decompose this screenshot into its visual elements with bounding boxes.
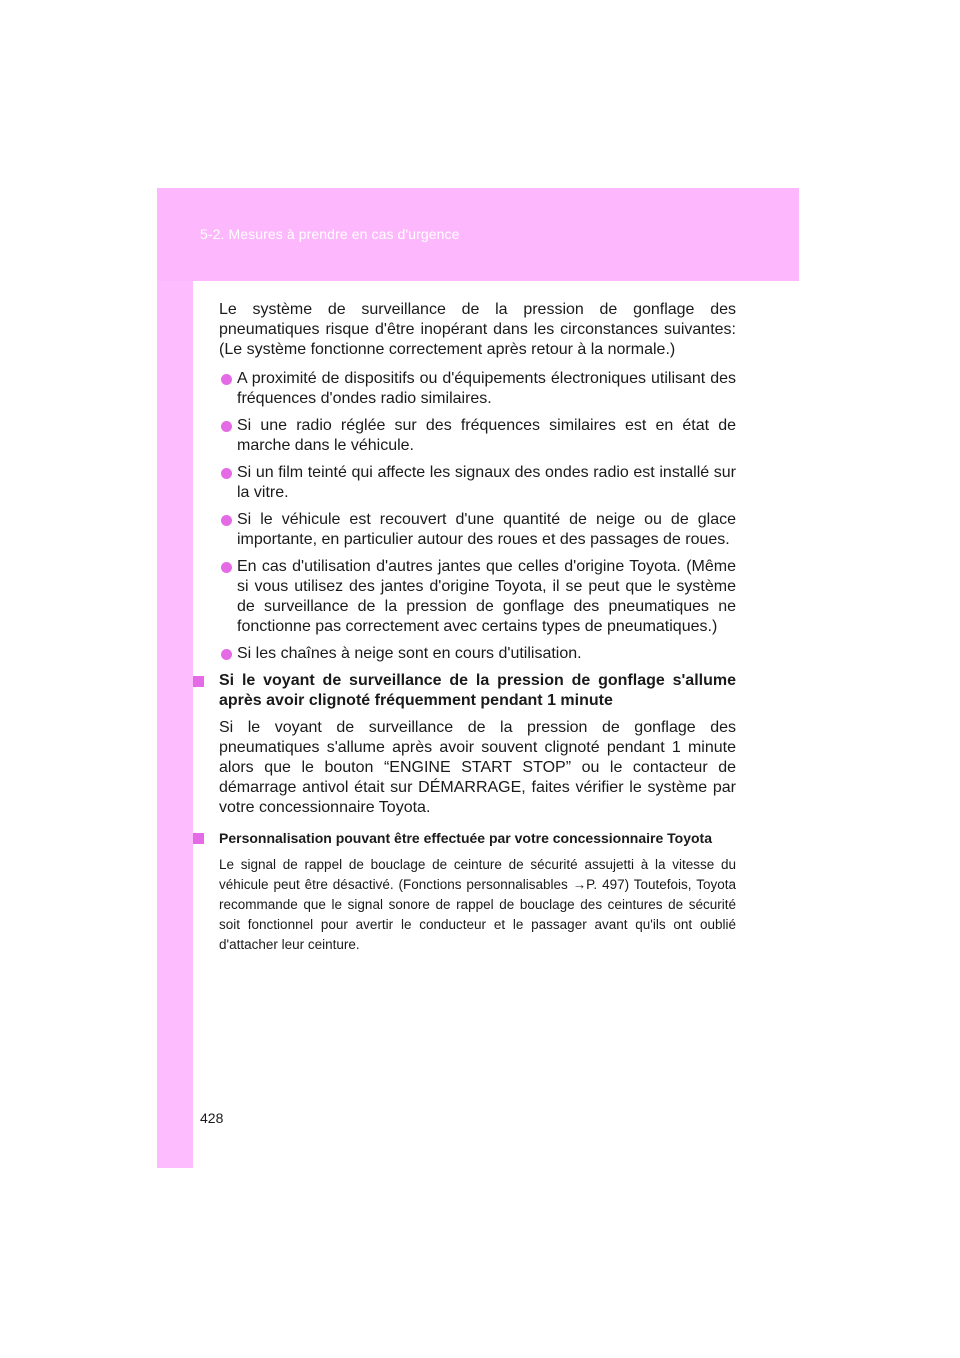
list-item-text: Si une radio réglée sur des fréquences similaires est en état de marche dans le véhicule. xyxy=(237,417,736,454)
bullet-icon xyxy=(221,562,232,573)
intro-paragraph: Le système de surveillance de la pression de gonflage des pneumatiques risque d'être inopérant dans les circonstances suivantes: (Le système fonctionne correctement après retour à la normale.) xyxy=(219,301,736,358)
section-body: Le signal de rappel de bouclage de ceinture de sécurité assujetti à la vitesse du véhicule peut être désactivé. (Fonctions personnalisables →P. 497) Toutefois, Toyota recommande que le signal sonore de rappel de bouclage des ceintures de sécurité soit fonctionnel pour avertir le conducteur et le passager avant qu'ils ont oublié d'attacher leur ceinture. xyxy=(219,857,736,952)
square-bullet-icon xyxy=(193,833,204,844)
list-item-text: A proximité de dispositifs ou d'équipements électroniques utilisant des fréquences d'ondes radio similaires. xyxy=(237,370,736,407)
list-item xyxy=(219,644,736,664)
bullet-icon xyxy=(221,649,232,660)
section-heading xyxy=(193,828,736,848)
bullet-icon xyxy=(221,468,232,479)
section-heading-text: Si le voyant de surveillance de la pression de gonflage s'allume après avoir clignoté fréquemment pendant 1 minute xyxy=(219,672,736,709)
customization-section xyxy=(219,828,736,955)
section-heading xyxy=(193,671,736,711)
page-content xyxy=(219,300,736,955)
page-number: 428 xyxy=(200,1110,224,1126)
list-item-text: En cas d'utilisation d'autres jantes que celles d'origine Toyota. (Même si vous utilisez des jantes d'origine Toyota, il se peut que le système de surveillance de la pression de gonflage des pneumatiques ne fonctionne pas correctement avec certains types de pneumatiques.) xyxy=(237,558,736,635)
condition-list xyxy=(219,369,736,664)
bullet-icon xyxy=(221,515,232,526)
list-item xyxy=(219,369,736,409)
list-item-text: Si un film teinté qui affecte les signaux des ondes radio est installé sur la vitre. xyxy=(237,464,736,501)
square-bullet-icon xyxy=(193,676,204,687)
section-title: 5-2. Mesures à prendre en cas d'urgence xyxy=(200,226,460,242)
warning-light-section xyxy=(219,671,736,818)
bullet-icon xyxy=(221,374,232,385)
section-heading-text: Personnalisation pouvant être effectuée par votre concessionnaire Toyota xyxy=(219,830,712,846)
section-body: Si le voyant de surveillance de la pression de gonflage des pneumatiques s'allume après avoir souvent clignoté pendant 1 minute alors que le bouton “ENGINE START STOP” ou le contacteur de démarrage antivol était sur DÉMARRAGE, faites vérifier le système par votre concessionnaire Toyota. xyxy=(219,719,736,816)
list-item xyxy=(219,557,736,637)
list-item xyxy=(219,416,736,456)
list-item-text: Si le véhicule est recouvert d'une quantité de neige ou de glace importante, en particulier autour des roues et des passages de roues. xyxy=(237,511,736,548)
list-item-text: Si les chaînes à neige sont en cours d'utilisation. xyxy=(237,645,582,662)
side-color-strip xyxy=(157,188,193,1168)
list-item xyxy=(219,463,736,503)
list-item xyxy=(219,510,736,550)
bullet-icon xyxy=(221,421,232,432)
